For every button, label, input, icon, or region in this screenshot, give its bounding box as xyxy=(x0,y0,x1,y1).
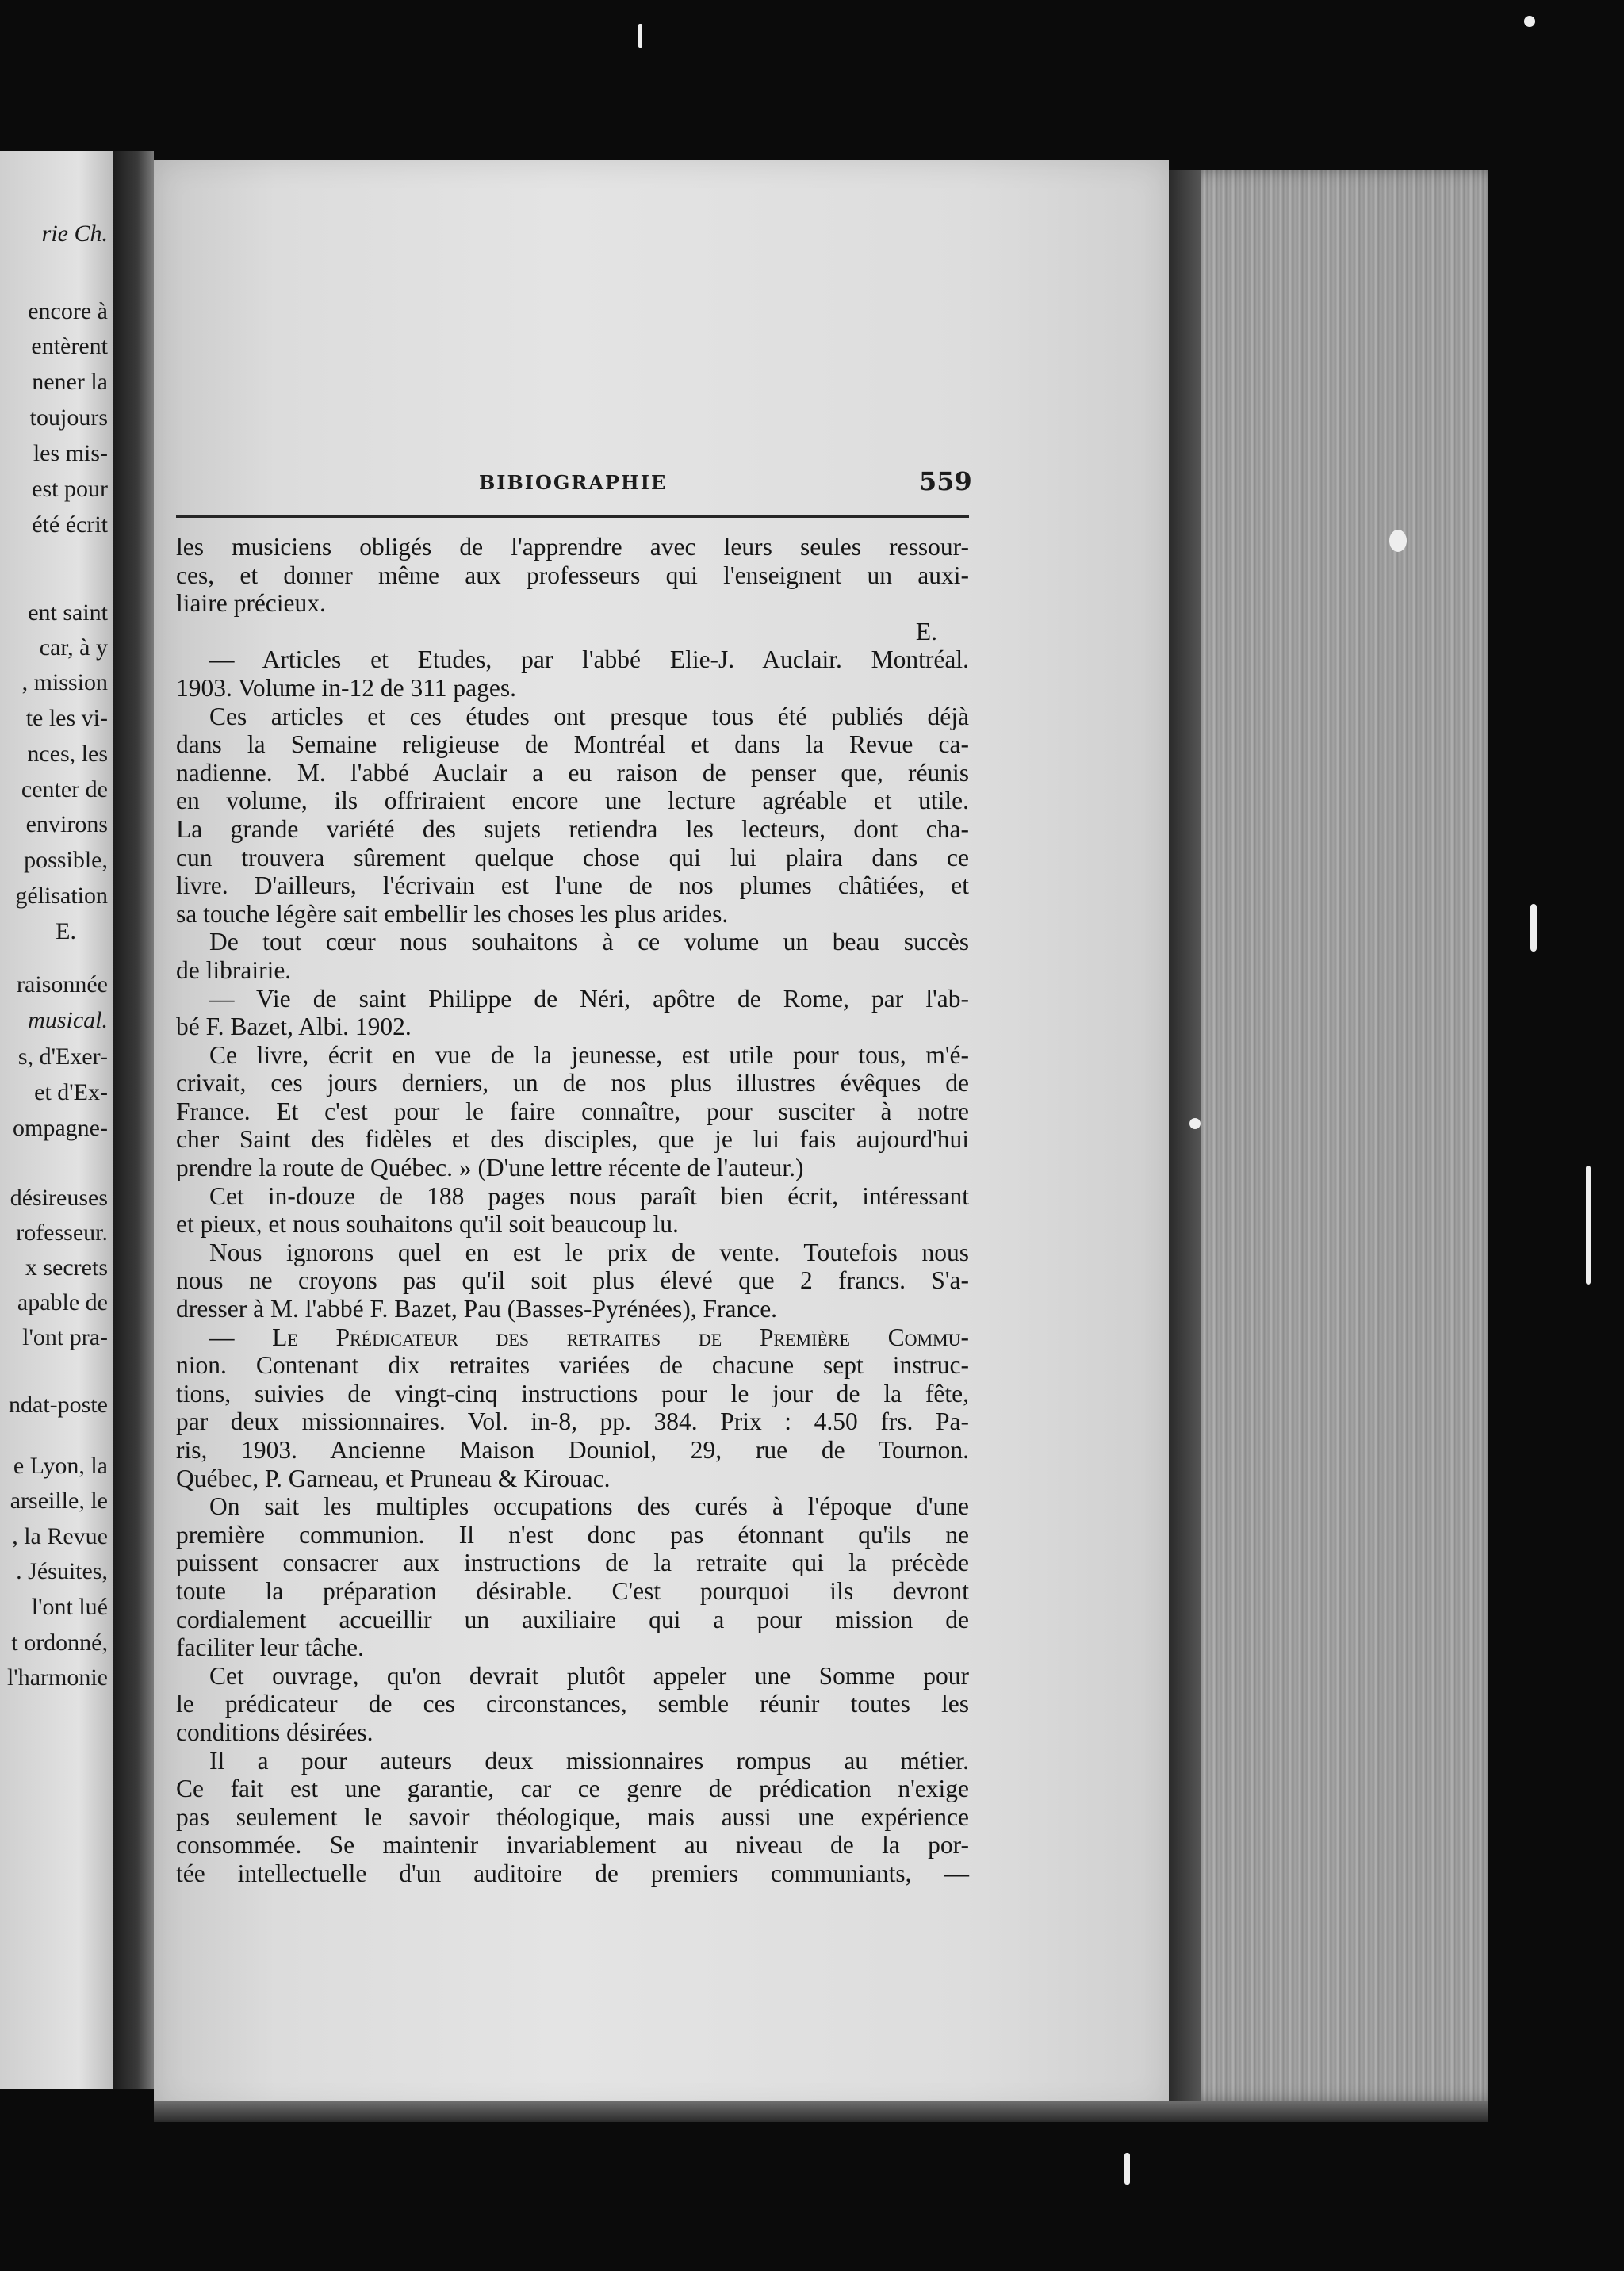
film-scratch xyxy=(1530,904,1537,952)
left-page-line: ent saint xyxy=(28,599,108,626)
text-line: Ce livre, écrit en vue de la jeunesse, est utile pour tous, m'é- xyxy=(209,1040,969,1069)
left-page-line: et d'Ex- xyxy=(34,1079,108,1105)
left-page-line: e Lyon, la xyxy=(13,1453,108,1479)
text-line: La grande variété des sujets retiendra les lecteurs, dont cha- xyxy=(176,814,969,843)
text-line: On sait les multiples occupations des curés à l'époque d'une xyxy=(209,1492,969,1521)
text-line: en volume, ils offriraient encore une lecture agréable et utile. xyxy=(176,787,969,815)
text-line: Ce fait est une garantie, car ce genre de prédication n'exige xyxy=(176,1775,969,1803)
text-line: conditions désirées. xyxy=(176,1718,373,1746)
left-page-line: , mission xyxy=(21,669,108,695)
text-line: Ces articles et ces études ont presque tous été publiés déjà xyxy=(209,702,969,730)
left-page-line: t ordonné, xyxy=(11,1630,108,1656)
left-page-line: ompagne- xyxy=(13,1115,108,1141)
text-line: liaire précieux. xyxy=(176,589,326,618)
signature: E. xyxy=(915,617,937,645)
text-line: Cet ouvrage, qu'on devrait plutôt appeler une Somme pour xyxy=(209,1661,969,1690)
text-line: nous ne croyons pas qu'il soit plus élevé que 2 francs. S'a- xyxy=(176,1266,969,1295)
left-page-line: encore à xyxy=(28,298,108,324)
running-head-title: BIBIOGRAPHIE xyxy=(479,471,668,494)
text-line: sa touche légère sait embellir les choses les plus arides. xyxy=(176,899,729,928)
left-page-line: été écrit xyxy=(32,511,108,538)
left-page-line: E. xyxy=(56,918,76,944)
page-block-edge xyxy=(1169,170,1488,2101)
left-page-line: gélisation xyxy=(15,883,108,909)
left-page-line: entèrent xyxy=(31,333,108,359)
left-page-line: nener la xyxy=(32,369,108,395)
text-line: cher Saint des fidèles et des disciples, que je lui fais aujourd'hui xyxy=(176,1125,969,1154)
text-line: Cet in-douze de 188 pages nous paraît bien écrit, intéressant xyxy=(209,1181,969,1210)
text-line: cun trouvera sûrement quelque chose qui lui plaira dans ce xyxy=(176,843,969,871)
book-gutter xyxy=(113,151,154,2089)
left-page-line: musical. xyxy=(28,1007,108,1033)
text-line: pas seulement le savoir théologique, mais aussi une expérience xyxy=(176,1802,969,1831)
text-line: Québec, P. Garneau, et Pruneau & Kirouac. xyxy=(176,1464,611,1492)
text-line: Nous ignorons quel en est le prix de vente. Toutefois nous xyxy=(209,1238,969,1266)
text-line: bé F. Bazet, Albi. 1902. xyxy=(176,1013,412,1041)
left-page-fragment xyxy=(0,151,113,2089)
text-line: nion. Contenant dix retraites variées de chacune sept instruc- xyxy=(176,1351,969,1380)
film-scratch xyxy=(1124,2153,1130,2185)
text-line: consommée. Se maintenir invariablement au niveau de la por- xyxy=(176,1831,969,1859)
film-scratch xyxy=(638,24,642,48)
left-page-line: environs xyxy=(25,811,108,837)
left-page-line: désireuses xyxy=(10,1185,108,1211)
text-line: dans la Semaine religieuse de Montréal et dans la Revue ca- xyxy=(176,730,969,759)
text-line: cordialement accueillir un auxiliaire qui a pour mission de xyxy=(176,1605,969,1633)
text-line: tée intellectuelle d'un auditoire de premiers communiants, — xyxy=(176,1859,969,1887)
left-page-line: s, d'Exer- xyxy=(17,1044,108,1070)
text-line: ris, 1903. Ancienne Maison Douniol, 29, rue de Tournon. xyxy=(176,1436,969,1464)
left-page-line: nces, les xyxy=(27,741,108,767)
text-line: France. Et c'est pour le faire connaître, pour susciter à notre xyxy=(176,1097,969,1125)
left-page-line: car, à y xyxy=(39,634,108,661)
left-page-line: apable de xyxy=(17,1289,108,1315)
text-line: — Articles et Etudes, par l'abbé Elie-J. Auclair. Montréal. xyxy=(209,645,969,674)
left-page-line: x secrets xyxy=(25,1254,108,1281)
book-page xyxy=(154,160,1169,2111)
left-page-line: possible, xyxy=(24,847,108,873)
text-line: le prédicateur de ces circonstances, semble réunir toutes les xyxy=(176,1690,969,1718)
text-line: première communion. Il n'est donc pas étonnant qu'ils ne xyxy=(176,1520,969,1549)
text-line: faciliter leur tâche. xyxy=(176,1633,364,1662)
text-line: livre. D'ailleurs, l'écrivain est l'une de nos plumes châtiées, et xyxy=(176,871,969,900)
left-page-line: toujours xyxy=(29,404,108,431)
left-page-line: . Jésuites, xyxy=(16,1558,108,1584)
text-line: de librairie. xyxy=(176,956,292,984)
text-line: ces, et donner même aux professeurs qui l'enseignent un auxi- xyxy=(176,561,969,589)
left-page-line: rofesseur. xyxy=(16,1220,108,1246)
text-line: et pieux, et nous souhaitons qu'il soit beaucoup lu. xyxy=(176,1210,679,1239)
left-page-line: te les vi- xyxy=(25,705,108,731)
left-page-line: arseille, le xyxy=(10,1488,108,1514)
film-scratch xyxy=(1586,1166,1591,1285)
left-page-line: raisonnée xyxy=(17,971,108,998)
text-line: De tout cœur nous souhaitons à ce volume un beau succès xyxy=(209,928,969,956)
left-page-line: rie Ch. xyxy=(41,220,108,247)
text-line: Il a pour auteurs deux missionnaires rompus au métier. xyxy=(209,1746,969,1775)
text-line: toute la préparation désirable. C'est pourquoi ils devront xyxy=(176,1576,969,1605)
left-page-line: l'ont lué xyxy=(31,1594,108,1620)
text-line: 1903. Volume in-12 de 311 pages. xyxy=(176,673,517,702)
text-line: — Le Prédicateur des retraites de Première Commu- xyxy=(209,1323,969,1351)
text-line: puissent consacrer aux instructions de la retraite qui la précède xyxy=(176,1549,969,1577)
left-page-line: les mis- xyxy=(33,440,108,466)
film-speck xyxy=(1389,530,1407,552)
text-line: dresser à M. l'abbé F. Bazet, Pau (Basses-Pyrénées), France. xyxy=(176,1295,778,1323)
left-page-line: center de xyxy=(21,776,108,802)
film-speck xyxy=(1524,16,1535,27)
text-line: nadienne. M. l'abbé Auclair a eu raison de penser que, réunis xyxy=(176,758,969,787)
header-rule xyxy=(176,515,969,518)
text-line: par deux missionnaires. Vol. in-8, pp. 384. Prix : 4.50 frs. Pa- xyxy=(176,1407,969,1436)
left-page-line: , la Revue xyxy=(12,1523,108,1549)
left-page-line: l'harmonie xyxy=(6,1664,108,1691)
body-text xyxy=(176,533,969,1888)
text-line: prendre la route de Québec. » (D'une lettre récente de l'auteur.) xyxy=(176,1154,804,1182)
text-line: crivait, ces jours derniers, un de nos plus illustres évêques de xyxy=(176,1069,969,1097)
left-page-line: l'ont pra- xyxy=(22,1324,108,1350)
left-page-line: ndat-poste xyxy=(9,1392,108,1418)
page-number: 559 xyxy=(919,466,972,496)
text-line: les musiciens obligés de l'apprendre avec leurs seules ressour- xyxy=(176,533,969,561)
page-block-shadow xyxy=(1169,170,1201,2101)
book-bottom-edge xyxy=(154,2101,1488,2122)
film-speck xyxy=(1189,1118,1201,1129)
running-head xyxy=(154,466,1169,503)
text-line: — Vie de saint Philippe de Néri, apôtre de Rome, par l'ab- xyxy=(209,984,969,1013)
text-line: tions, suivies de vingt-cinq instructions pour le jour de la fête, xyxy=(176,1379,969,1407)
left-page-line: est pour xyxy=(32,476,108,502)
